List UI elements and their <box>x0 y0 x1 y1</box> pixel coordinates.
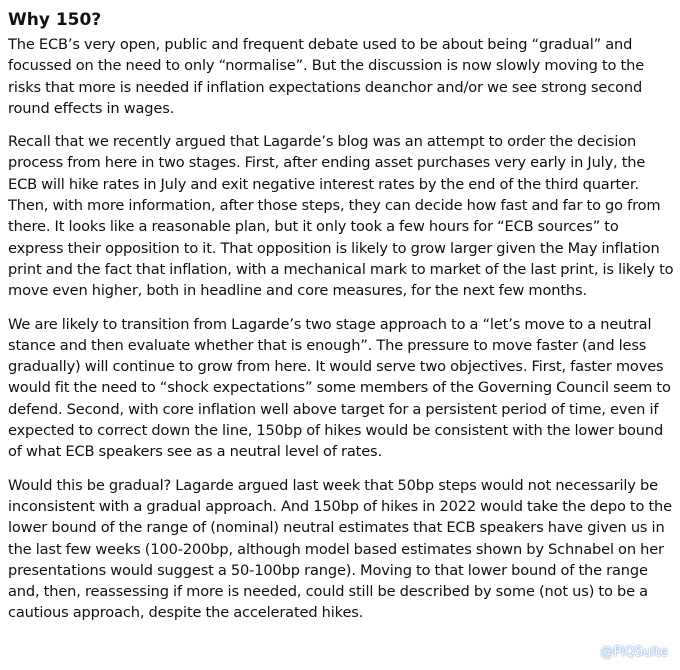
document <box>8 10 674 636</box>
paragraph-2: Recall that we recently argued that Lagarde’s blog was an attempt to order the decision process from here in two stages. First, after ending asset purchases very early in July, the ECB will hike rates in July and exit negative interest rates by the end of the third quarter. Then, with more information, after those steps, they can decide how fast and far to go from there. It looks like a reasonable plan, but it only took a few hours for “ECB sources” to express their opposition to it. That opposition is likely to grow larger given the May inflation print and the fact that inflation, with a mechanical mark to market of the last print, is likely to move even higher, both in headline and core measures, for the next few months. <box>8 133 674 300</box>
document-title: Why 150? <box>8 10 102 30</box>
watermark: @PiQSuite <box>600 645 668 660</box>
paragraph-4: Would this be gradual? Lagarde argued last week that 50bp steps would not necessarily be inconsistent with a gradual approach. And 150bp of hikes in 2022 would take the depo to the lower bound of the range of (nominal) neutral estimates that ECB speakers have given us in the last few weeks (100-200bp, although model based estimates shown by Schnabel on her presentations would suggest a 50-100bp range). Moving to that lower bound of the range and, then, reassessing if more is needed, could still be described by some (not us) to be a cautious approach, despite the accelerated hikes. <box>8 476 672 622</box>
paragraph-3: We are likely to transition from Lagarde’s two stage approach to a “let’s move to a neutral stance and then evaluate whether that is enough”. The pressure to move faster (and less gradually) will continue to grow from here. It would serve two objectives. First, faster moves would fit the need to “shock expectations” some members of the Governing Council seem to defend. Second, with core inflation well above target for a persistent period of time, even if expected to correct down the line, 150bp of hikes would be consistent with the lower bound of what ECB speakers see as a neutral level of rates. <box>8 315 671 461</box>
paragraph-1: The ECB’s very open, public and frequent debate used to be about being “gradual” and focussed on the need to only “normalise”. But the discussion is now slowly moving to the risks that more is needed if inflation expectations deanchor and/or we see strong second round effects in wages. <box>8 36 645 117</box>
